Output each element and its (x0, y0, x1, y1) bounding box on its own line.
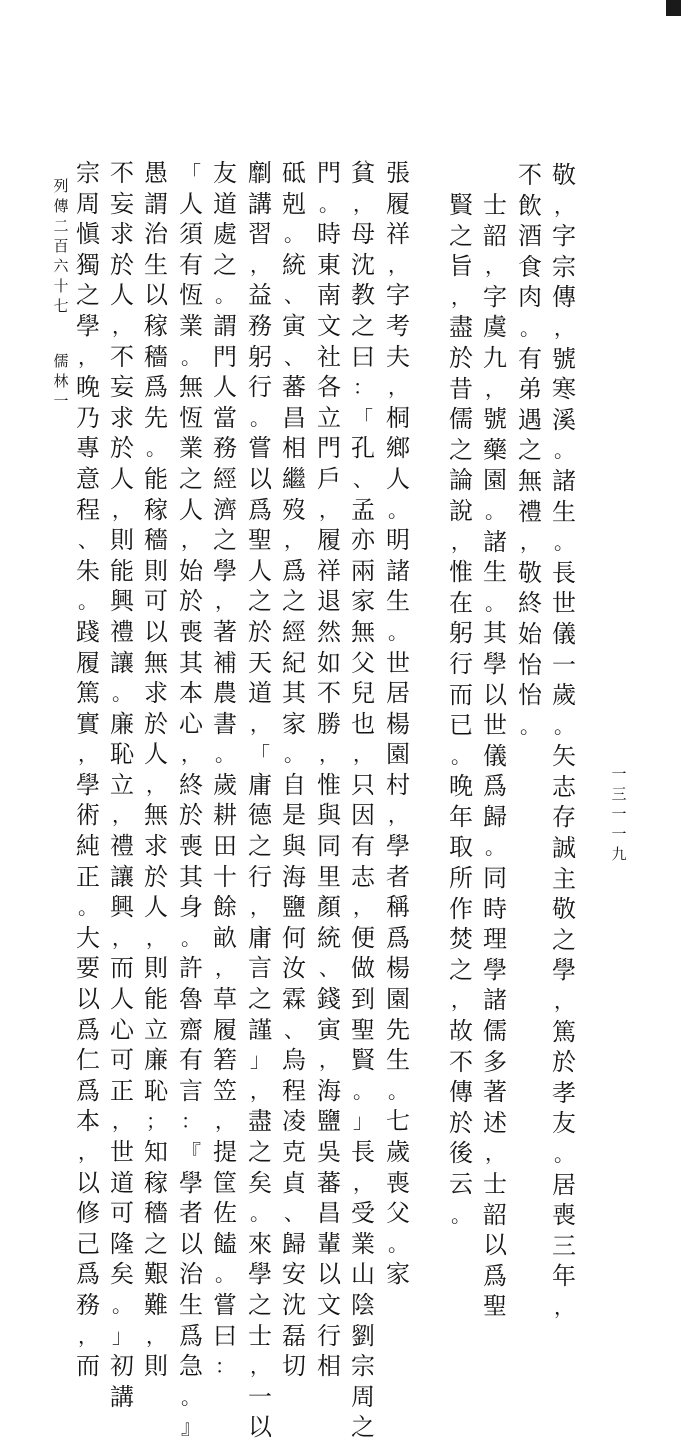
text-column: 不 飲 酒 食 肉 。 有 弟 遇 之 無 禮 ， 敬 終 始 怡 怡 。 (518, 161, 542, 738)
text-column: 門 。 時 東 南 文 社 各 立 門 戶 ， 履 祥 退 然 如 不 勝 ， 惟 與 同 里 顏 統 、 錢 寅 ， 海 鹽 吳 蕃 昌 輩 以 文 行 相 (317, 159, 341, 1381)
page-number: 一 三 一 一 九 (611, 765, 627, 863)
running-header-section: 列 傳 二 百 六 十 七 (53, 177, 69, 315)
text-column: 友 道 處 之 。 謂 門 人 當 務 經 濟 之 學 ， 著 補 農 書 。 歲 耕 田 十 餘 畝 ， 草 履 箬 笠 ， 提 筐 佐 饁 。 嘗 曰 ： (213, 159, 237, 1379)
text-column: 賢 之 旨 ， 盡 於 昔 儒 之 論 說 ， 惟 在 躬 行 而 已 。 晚 年 取 所 作 焚 之 ， 故 不 傳 於 後 云 。 (449, 191, 473, 1227)
text-column: 劘 講 習 ， 益 務 躬 行 。 嘗 以 爲 聖 人 之 於 天 道 ， 「 庸 德 之 行 ， 庸 言 之 謹 」 ， 盡 之 矣 。 來 學 之 士 ， 一 以 (248, 159, 272, 1442)
text-column: 士 韶 ， 字 虞 九 ， 號 藥 園 。 諸 生 。 其 學 以 世 儀 爲 歸 。 同 時 理 學 諸 儒 多 著 述 ， 士 韶 以 爲 聖 (483, 191, 507, 1321)
text-column: 張 履 祥 ， 字 考 夫 ， 桐 鄉 人 。 明 諸 生 。 世 居 楊 園 村 ， 學 者 稱 爲 楊 園 先 生 。 七 歲 喪 父 。 家 (386, 159, 410, 1289)
text-column: 宗 周 愼 獨 之 學 ， 晚 乃 專 意 程 、 朱 。 踐 履 篤 實 ， 學 術 純 正 。 大 要 以 爲 仁 爲 本 ， 以 修 己 爲 務 ， 而 (76, 159, 100, 1381)
text-column: 愚 謂 治 生 以 稼 穡 爲 先 。 能 稼 穡 則 可 以 無 求 於 人 ， 無 求 於 人 ， 則 能 立 廉 恥 ； 知 稼 穡 之 艱 難 ， 則 (144, 159, 168, 1381)
text-column: 貧 ， 母 沈 教 之 曰 ： 「 孔 、 孟 亦 兩 家 無 父 兒 也 ， 只 因 有 志 ， 便 做 到 聖 賢 。 」 長 ， 受 業 山 陰 劉 宗 周 之 (351, 159, 375, 1442)
text-column: 「 人 須 有 恆 業 。 無 恆 業 之 人 ， 始 於 喪 其 本 心 ， 終 於 喪 其 身 。 許 魯 齋 有 言 ： 『 學 者 以 治 生 爲 急 。 』 (179, 161, 203, 1440)
text-column: 敬 ， 字 宗 傳 ， 號 寒 溪 。 諸 生 。 長 世 儀 一 歲 。 矢 志 存 誠 主 敬 之 學 ， 篤 於 孝 友 。 居 喪 三 年 ， (552, 161, 576, 1319)
text-column: 不 妄 求 於 人 ， 不 妄 求 於 人 ， 則 能 興 禮 讓 。 廉 恥 立 ， 禮 讓 興 ， 而 人 心 可 正 ， 世 道 可 隆 矣 。 」 初 講 (110, 159, 134, 1411)
page-corner-mark (666, 0, 681, 16)
text-column: 砥 剋 。 統 、 寅 、 蕃 昌 相 繼 歿 ， 爲 之 經 紀 其 家 。 自 是 與 海 鹽 何 汝 霖 、 烏 程 凌 克 貞 、 歸 安 沈 磊 切 (282, 159, 306, 1381)
running-header-chapter: 儒 林 一 (53, 352, 69, 410)
